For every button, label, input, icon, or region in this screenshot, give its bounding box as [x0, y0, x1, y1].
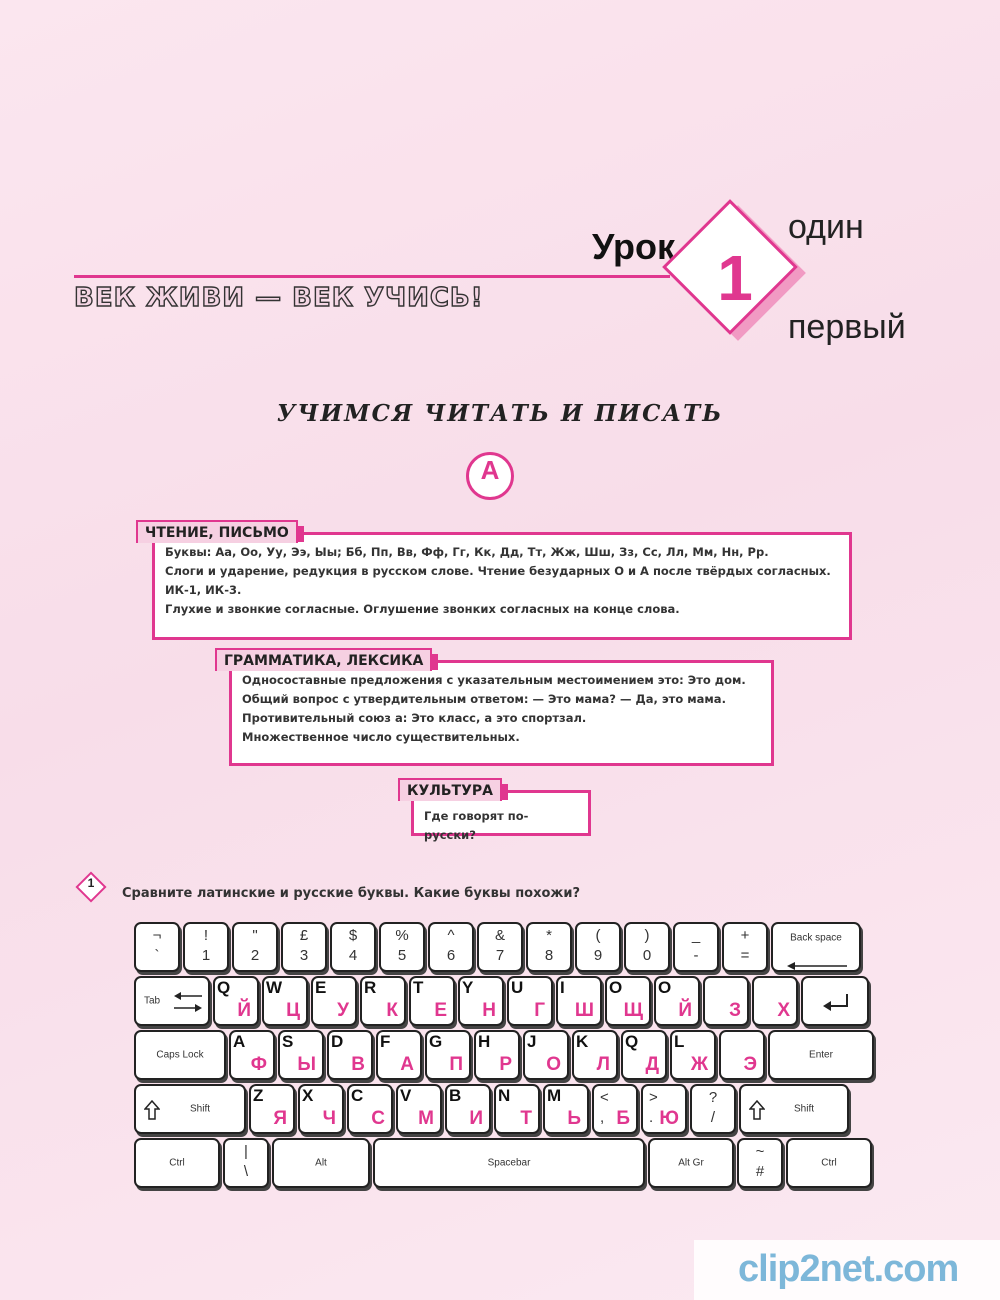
key-symbol-lower: \ — [243, 1163, 249, 1180]
topic-line: Где говорят по-русски? — [424, 809, 529, 842]
key-latin-letter: I — [560, 978, 565, 997]
key-symbol-lower: / — [710, 1109, 716, 1126]
key-symbol-upper: ? — [708, 1089, 718, 1106]
key-symbol-upper: $ — [348, 927, 358, 944]
key-symbol-upper: ^ — [447, 927, 455, 944]
key-cyrillic-letter: Д — [645, 1054, 659, 1075]
keyboard-key-alt — [272, 1138, 370, 1188]
keyboard-key-n — [494, 1084, 540, 1134]
keyboard-key — [330, 922, 376, 972]
keyboard-key-shift — [739, 1084, 849, 1134]
key-symbol-lower: 7 — [495, 947, 505, 964]
key-cyrillic-letter: Ф — [250, 1054, 267, 1075]
keyboard-key-j — [523, 1030, 569, 1080]
key-latin-letter: F — [380, 1032, 391, 1051]
keyboard-key-enter — [768, 1030, 874, 1080]
lesson-number-word-cardinal: один — [788, 208, 864, 246]
keyboard-key-o — [605, 976, 651, 1026]
exercise-number: 1 — [87, 876, 95, 890]
keyboard-key — [722, 922, 768, 972]
keyboard-key — [801, 976, 869, 1026]
topic-line: Противительный союз а: Это класс, а это спортзал. — [242, 711, 587, 725]
key-cyrillic-letter: О — [546, 1054, 561, 1075]
keyboard-key-q — [621, 1030, 667, 1080]
topic-line: Общий вопрос с утвердительным ответом: — Это мама? — Да, это мама. — [242, 692, 726, 706]
keyboard-key — [428, 922, 474, 972]
key-cyrillic-letter: И — [469, 1108, 483, 1129]
key-cyrillic-letter: Ц — [286, 1000, 300, 1021]
key-latin-letter: A — [233, 1032, 246, 1051]
keyboard-key-shift — [134, 1084, 246, 1134]
key-cyrillic-letter: Р — [499, 1054, 512, 1075]
keyboard-key — [526, 922, 572, 972]
key-cyrillic-letter: З — [729, 1000, 741, 1021]
keyboard-key-x — [298, 1084, 344, 1134]
key-latin-letter: T — [413, 978, 424, 997]
key-symbol-lower: , — [600, 1109, 605, 1126]
backspace-arrow-icon — [787, 956, 847, 972]
tab-arrows-icon — [174, 991, 202, 1017]
key-function-label: Spacebar — [487, 1157, 531, 1169]
key-function-label: Enter — [809, 1049, 833, 1061]
keyboard-key-h — [474, 1030, 520, 1080]
key-symbol-upper: | — [244, 1143, 248, 1160]
key-latin-letter: M — [547, 1086, 562, 1105]
section-letter-badge: А — [466, 452, 514, 500]
key-latin-letter: D — [331, 1032, 344, 1051]
key-function-label: Alt — [315, 1157, 327, 1169]
topic-box-grammar-vocabulary — [229, 660, 774, 766]
key-function-label: Ctrl — [169, 1157, 185, 1169]
keyboard-key-w — [262, 976, 308, 1026]
key-symbol-upper: < — [600, 1089, 609, 1106]
section-title: УЧИМСЯ ЧИТАТЬ И ПИСАТЬ — [276, 400, 724, 427]
key-symbol-lower: 9 — [593, 947, 603, 964]
key-function-label: Ctrl — [821, 1157, 837, 1169]
key-latin-letter: G — [429, 1032, 443, 1051]
key-cyrillic-letter: Я — [273, 1108, 287, 1129]
key-cyrillic-letter: Э — [743, 1054, 757, 1075]
key-symbol-lower: ` — [154, 947, 160, 964]
key-cyrillic-letter: Г — [534, 1000, 545, 1021]
exercise-instruction: Сравните латинские и русские буквы. Какие буквы похожи? — [122, 886, 581, 901]
header-divider — [74, 275, 670, 278]
key-latin-letter: N — [498, 1086, 511, 1105]
key-cyrillic-letter: Б — [616, 1108, 630, 1129]
keyboard-key-e — [311, 976, 357, 1026]
key-latin-letter: Q — [217, 978, 231, 997]
key-cyrillic-letter: В — [351, 1054, 365, 1075]
topic-line: Односоставные предложения с указательным местоимением это: Это дом. — [242, 673, 746, 687]
key-function-label: Shift — [189, 1103, 210, 1115]
enter-arrow-icon — [823, 994, 849, 1016]
keyboard-key — [575, 922, 621, 972]
key-latin-letter: Z — [253, 1086, 264, 1105]
key-symbol-lower: 3 — [299, 947, 309, 964]
key-cyrillic-letter: А — [400, 1054, 414, 1075]
key-latin-letter: Y — [462, 978, 474, 997]
topic-label-culture: КУЛЬТУРА — [398, 778, 502, 801]
lesson-number-word-ordinal: первый — [788, 308, 906, 346]
key-cyrillic-letter: Т — [520, 1108, 532, 1129]
keyboard-key — [134, 922, 180, 972]
key-latin-letter: K — [576, 1032, 589, 1051]
keyboard-key-a — [229, 1030, 275, 1080]
topic-label-grammar-vocabulary: ГРАММАТИКА, ЛЕКСИКА — [215, 648, 432, 671]
key-latin-letter: U — [511, 978, 524, 997]
keyboard-key-z — [249, 1084, 295, 1134]
keyboard-key — [592, 1084, 638, 1134]
key-latin-letter: R — [364, 978, 377, 997]
key-function-label: Caps Lock — [156, 1049, 204, 1061]
key-cyrillic-letter: Х — [777, 1000, 790, 1021]
keyboard-key-c — [347, 1084, 393, 1134]
keyboard-key-s — [278, 1030, 324, 1080]
key-symbol-upper: ! — [203, 927, 209, 944]
key-symbol-upper: £ — [299, 927, 309, 944]
keyboard-key — [752, 976, 798, 1026]
key-latin-letter: J — [527, 1032, 537, 1051]
key-function-label: Back space — [790, 932, 842, 944]
key-symbol-upper: " — [252, 927, 258, 944]
keyboard-key-spacebar — [373, 1138, 645, 1188]
key-cyrillic-letter: Н — [482, 1000, 496, 1021]
key-symbol-lower: 0 — [642, 947, 652, 964]
key-symbol-lower: 2 — [250, 947, 260, 964]
key-cyrillic-letter: Ш — [574, 1000, 594, 1021]
key-symbol-lower: 6 — [446, 947, 456, 964]
key-symbol-upper: ¬ — [152, 927, 162, 944]
key-function-label: Tab — [144, 995, 161, 1007]
key-symbol-upper: * — [546, 927, 552, 944]
key-symbol-upper: > — [649, 1089, 658, 1106]
keyboard-key-tab — [134, 976, 210, 1026]
key-symbol-lower: 1 — [201, 947, 211, 964]
keyboard-key-y — [458, 976, 504, 1026]
key-symbol-upper: % — [395, 927, 409, 944]
shift-arrow-icon — [749, 1100, 765, 1124]
keyboard-key — [223, 1138, 269, 1188]
key-cyrillic-letter: Й — [678, 1000, 692, 1021]
keyboard-key-caps-lock — [134, 1030, 226, 1080]
keyboard-key — [719, 1030, 765, 1080]
key-cyrillic-letter: Ы — [297, 1054, 316, 1075]
key-symbol-upper: + — [740, 927, 750, 944]
key-cyrillic-letter: П — [449, 1054, 463, 1075]
topic-line: Глухие и звонкие согласные. Оглушение звонких согласных на конце слова. — [165, 602, 680, 616]
keyboard-key — [379, 922, 425, 972]
keyboard-key — [477, 922, 523, 972]
keyboard-key — [737, 1138, 783, 1188]
keyboard-key-u — [507, 976, 553, 1026]
keyboard-key — [232, 922, 278, 972]
key-latin-letter: O — [609, 978, 623, 997]
key-symbol-lower: 5 — [397, 947, 407, 964]
keyboard-key-b — [445, 1084, 491, 1134]
keyboard-key — [183, 922, 229, 972]
key-symbol-lower: . — [649, 1109, 654, 1126]
key-latin-letter: O — [658, 978, 672, 997]
shift-arrow-icon — [144, 1100, 160, 1124]
key-function-label: Alt Gr — [678, 1157, 704, 1169]
key-symbol-lower: 4 — [348, 947, 358, 964]
key-symbol-upper: ) — [644, 927, 650, 944]
keyboard-key — [281, 922, 327, 972]
keyboard-key — [624, 922, 670, 972]
keyboard-key-k — [572, 1030, 618, 1080]
topic-line: Буквы: Аа, Оо, Уу, Ээ, Ыы; Бб, Пп, Вв, Фф, Гг, Кк, Дд, Тт, Жж, Шш, Зз, Сс, Лл, Мм, Нн, Рр. — [165, 545, 769, 559]
keyboard-key — [703, 976, 749, 1026]
keyboard-key-m — [543, 1084, 589, 1134]
keyboard-key-back-space — [771, 922, 861, 972]
keyboard-key-g — [425, 1030, 471, 1080]
topic-label-reading-writing: ЧТЕНИЕ, ПИСЬМО — [136, 520, 298, 543]
key-cyrillic-letter: Й — [237, 1000, 251, 1021]
keyboard-key-alt-gr — [648, 1138, 734, 1188]
key-symbol-lower: 8 — [544, 947, 554, 964]
key-latin-letter: L — [674, 1032, 685, 1051]
lesson-word: Урок — [592, 226, 676, 267]
keyboard-key — [673, 922, 719, 972]
key-latin-letter: H — [478, 1032, 491, 1051]
watermark-logo: clip2net.com — [738, 1248, 959, 1290]
key-symbol-upper: ~ — [755, 1143, 765, 1160]
key-symbol-upper: & — [494, 927, 505, 944]
keyboard-key-r — [360, 976, 406, 1026]
lesson-motto: ВЕК ЖИВИ — ВЕК УЧИСЬ! — [74, 283, 484, 313]
key-latin-letter: V — [400, 1086, 412, 1105]
key-cyrillic-letter: М — [418, 1108, 434, 1129]
keyboard-key-l — [670, 1030, 716, 1080]
key-cyrillic-letter: У — [337, 1000, 349, 1021]
key-latin-letter: S — [282, 1032, 294, 1051]
key-symbol-lower: # — [755, 1163, 765, 1180]
key-cyrillic-letter: К — [386, 1000, 398, 1021]
key-symbol-lower: = — [740, 947, 750, 964]
key-cyrillic-letter: Ч — [322, 1108, 336, 1129]
topic-box-reading-writing — [152, 532, 852, 640]
keyboard-key-d — [327, 1030, 373, 1080]
key-cyrillic-letter: Ж — [690, 1054, 708, 1075]
key-latin-letter: X — [302, 1086, 314, 1105]
keyboard-key-v — [396, 1084, 442, 1134]
topic-line: ИК-1, ИК-3. — [165, 583, 242, 597]
keyboard-key-ctrl — [134, 1138, 220, 1188]
key-cyrillic-letter: Ю — [659, 1108, 679, 1129]
key-cyrillic-letter: Е — [434, 1000, 447, 1021]
topic-line: Слоги и ударение, редукция в русском слове. Чтение безударных О и А после твёрдых согласных. — [165, 564, 831, 578]
topic-line: Множественное число существительных. — [242, 730, 520, 744]
key-latin-letter: B — [449, 1086, 462, 1105]
key-symbol-upper: _ — [691, 927, 701, 944]
key-cyrillic-letter: Л — [596, 1054, 610, 1075]
keyboard-key — [641, 1084, 687, 1134]
key-latin-letter: W — [266, 978, 283, 997]
key-latin-letter: Q — [625, 1032, 639, 1051]
key-latin-letter: E — [315, 978, 327, 997]
key-cyrillic-letter: Ь — [567, 1108, 581, 1129]
key-latin-letter: C — [351, 1086, 364, 1105]
keyboard-key-i — [556, 976, 602, 1026]
key-function-label: Shift — [793, 1103, 814, 1115]
keyboard-key — [690, 1084, 736, 1134]
keyboard-key-f — [376, 1030, 422, 1080]
keyboard-key-ctrl — [786, 1138, 872, 1188]
keyboard-diagram — [132, 920, 854, 1190]
key-symbol-lower: - — [693, 947, 699, 964]
keyboard-key-q — [213, 976, 259, 1026]
key-cyrillic-letter: С — [371, 1108, 385, 1129]
key-symbol-upper: ( — [595, 927, 601, 944]
keyboard-key-t — [409, 976, 455, 1026]
keyboard-key-o — [654, 976, 700, 1026]
key-cyrillic-letter: Щ — [623, 1000, 643, 1021]
lesson-number: 1 — [717, 242, 753, 314]
